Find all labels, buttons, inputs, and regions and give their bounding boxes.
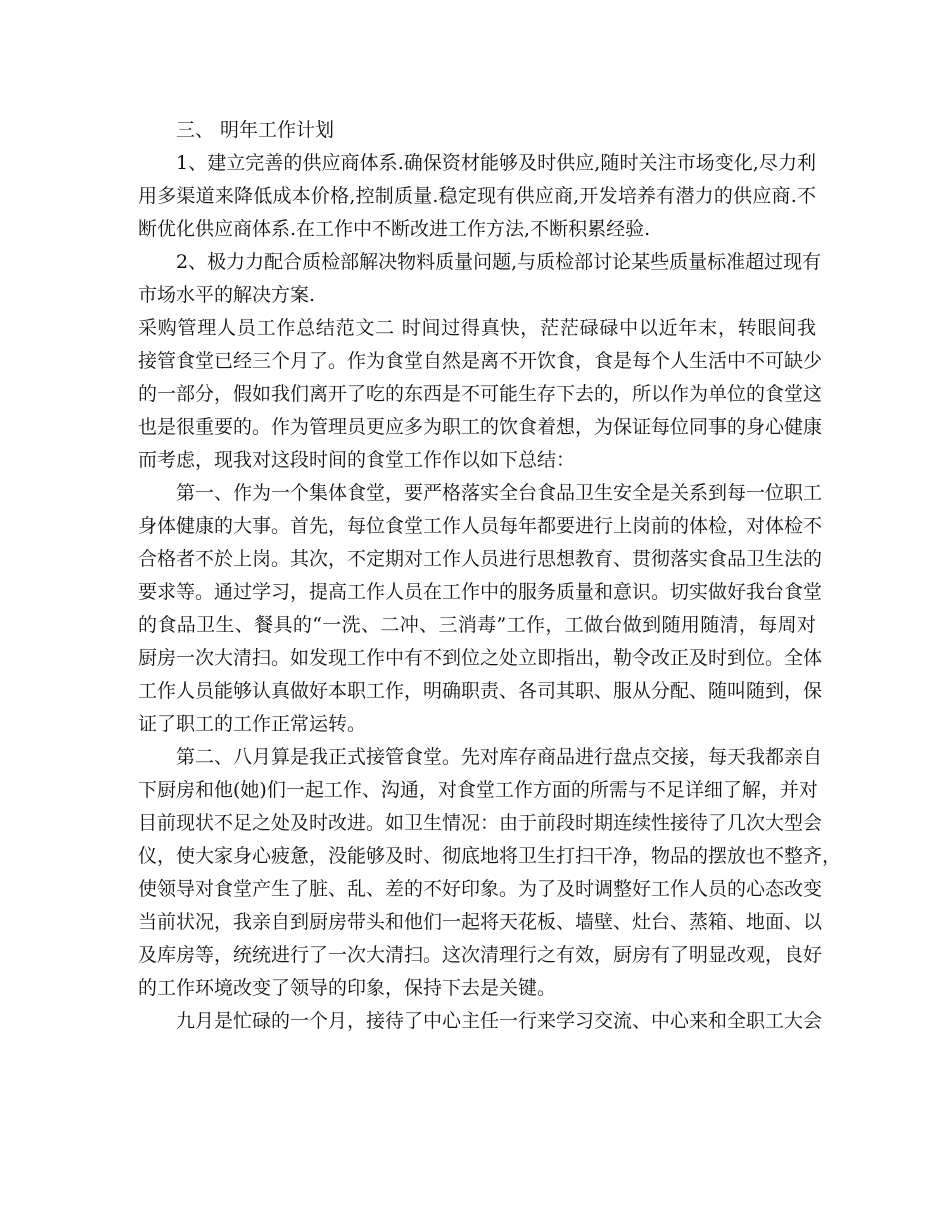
paragraph-line: 目前现状不足之处及时改进。如卫生情况：由于前段时期连续性接待了几次大型会	[138, 812, 823, 834]
document-body	[138, 114, 842, 1038]
paragraph-line: 九月是忙碌的一个月，接待了中心主任一行来学习交流、中心来和全职工大会	[176, 1010, 823, 1032]
paragraph-line: 仪，使大家身心疲惫，没能够及时、彻底地将卫生打扫干净，物品的摆放也不整齐，	[138, 845, 842, 867]
paragraph-line: 的一部分，假如我们离开了吃的东西是不可能生存下去的，所以作为单位的食堂这	[138, 383, 823, 405]
paragraph-line: 要求等。通过学习，提高工作人员在工作中的服务质量和意识。切实做好我台食堂	[138, 581, 823, 603]
paragraph-line: 而考虑，现我对这段时间的食堂工作作以如下总结：	[138, 449, 576, 471]
section-heading: 三、 明年工作计划	[176, 119, 335, 141]
paragraph-line: 1、建立完善的供应商体系.确保资材能够及时供应,随时关注市场变化,尽力利	[176, 152, 816, 174]
paragraph-line: 身体健康的大事。首先，每位食堂工作人员每年都要进行上岗前的体检，对体检不	[138, 515, 823, 537]
paragraph-line: 工作人员能够认真做好本职工作，明确职责、各司其职、服从分配、随叫随到，保	[138, 680, 823, 702]
paragraph-line: 2、极力力配合质检部解决物料质量问题,与质检部讨论某些质量标准超过现有	[176, 251, 822, 273]
paragraph-line: 市场水平的解决方案.	[138, 284, 316, 306]
paragraph-line: 也是很重要的。作为管理员更应多为职工的饮食着想，为保证每位同事的身心健康	[138, 416, 823, 438]
paragraph-line: 接管食堂已经三个月了。作为食堂自然是离不开饮食，食是每个人生活中不可缺少	[138, 350, 823, 372]
paragraph-line: 断优化供应商体系.在工作中不断改进工作方法,不断积累经验.	[138, 218, 651, 240]
paragraph-line: 下厨房和他(她)们一起工作、沟通，对食堂工作方面的所需与不足详细了解，并对	[138, 779, 818, 801]
paragraph-line: 厨房一次大清扫。如发现工作中有不到位之处立即指出，勒令改正及时到位。全体	[138, 647, 823, 669]
paragraph-line: 的食品卫生、餐具的“一洗、二冲、三消毒”工作，工做台做到随用随清，每周对	[138, 614, 816, 636]
paragraph-line: 用多渠道来降低成本价格,控制质量.稳定现有供应商,开发培养有潜力的供应商.不	[138, 185, 816, 207]
paragraph-line: 及库房等，统统进行了一次大清扫。这次清理行之有效，厨房有了明显改观，良好	[138, 944, 823, 966]
paragraph-line: 合格者不於上岗。其次，不定期对工作人员进行思想教育、贯彻落实食品卫生法的	[138, 548, 823, 570]
paragraph-line: 第一、作为一个集体食堂，要严格落实全台食品卫生安全是关系到每一位职工	[176, 482, 823, 504]
paragraph-line: 使领导对食堂产生了脏、乱、差的不好印象。为了及时调整好工作人员的心态改变	[138, 878, 823, 900]
paragraph-line: 第二、八月算是我正式接管食堂。先对库存商品进行盘点交接，每天我都亲自	[176, 746, 823, 768]
paragraph-line: 采购管理人员工作总结范文二 时间过得真快，茫茫碌碌中以近年末，转眼间我	[138, 317, 816, 339]
paragraph-line: 证了职工的工作正常运转。	[138, 713, 367, 735]
paragraph-line: 的工作环境改变了领导的印象，保持下去是关键。	[138, 977, 557, 999]
paragraph-line: 当前状况，我亲自到厨房带头和他们一起将天花板、墙壁、灶台、蒸箱、地面、以	[138, 911, 823, 933]
